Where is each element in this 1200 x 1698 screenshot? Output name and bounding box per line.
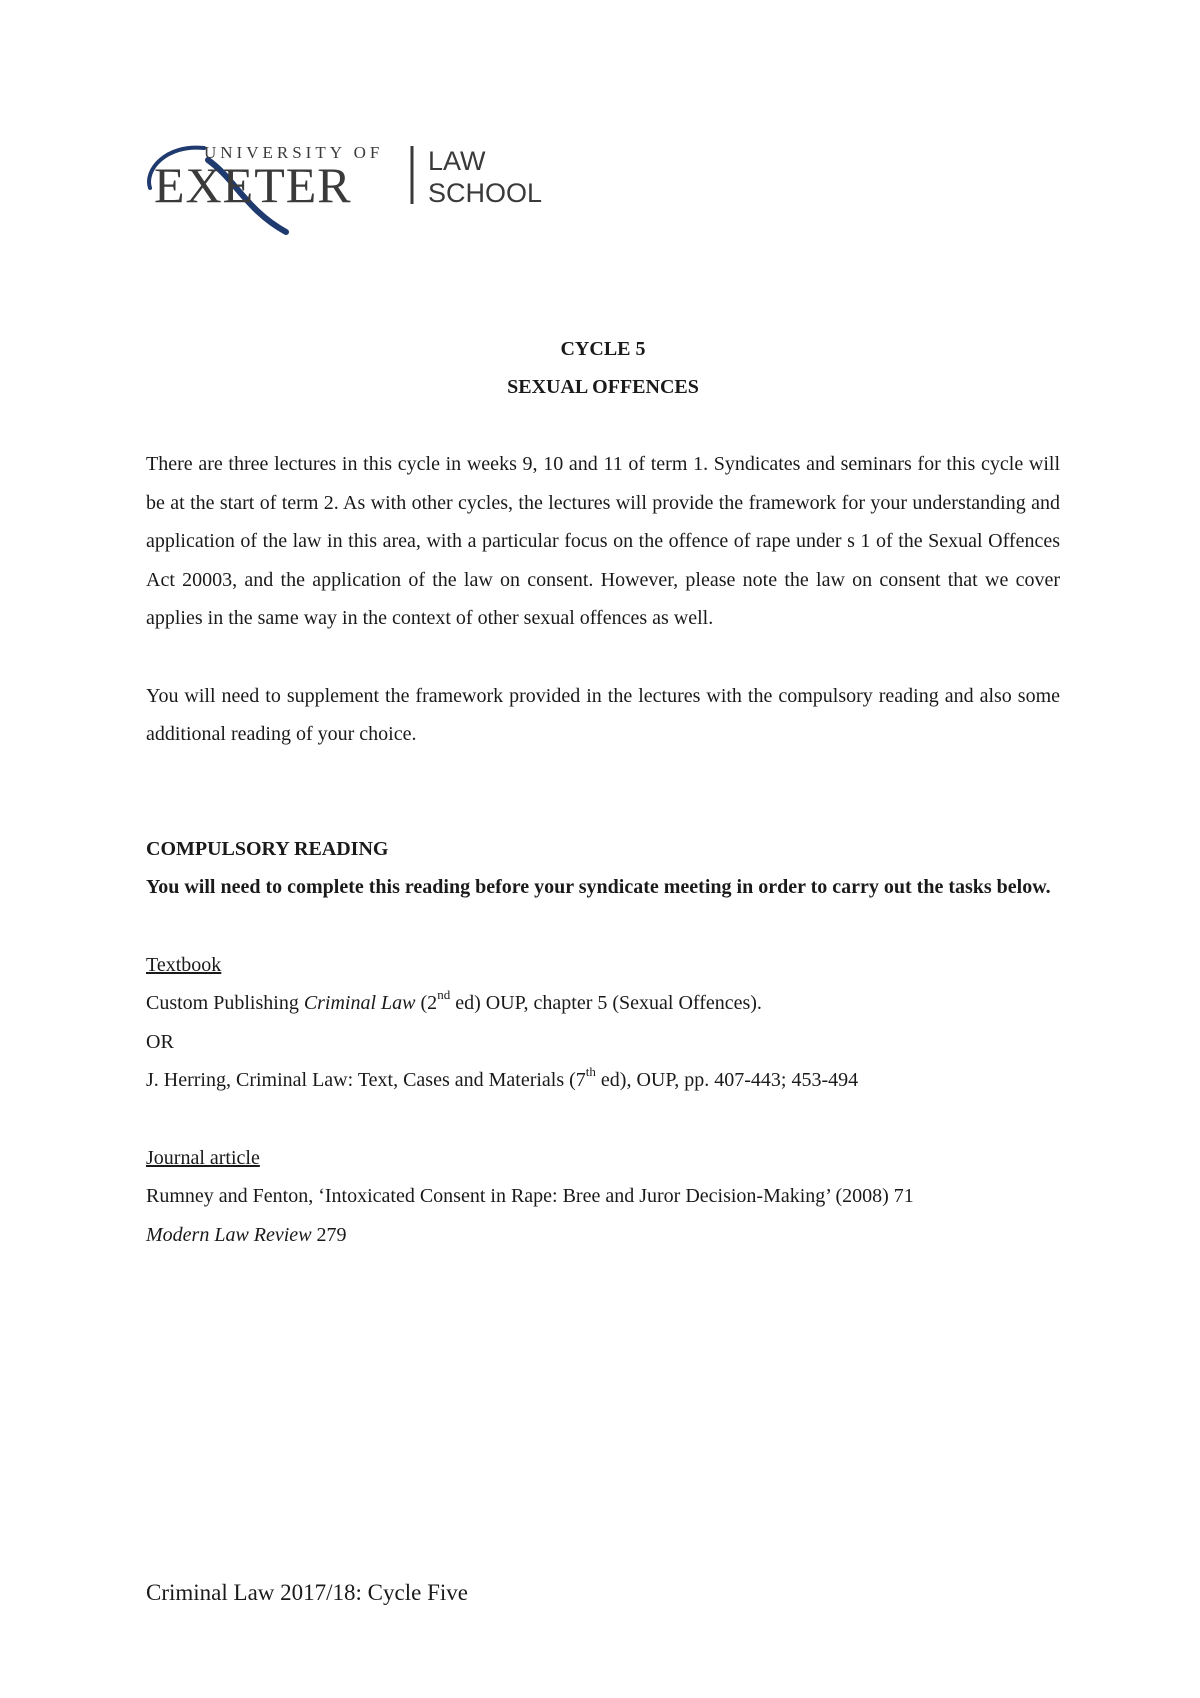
textbook-entry-1: Custom Publishing Criminal Law (2nd ed) OUP, chapter 5 (Sexual Offences).: [146, 987, 762, 1014]
logo-university-of: UNIVERSITY OF: [204, 143, 384, 162]
university-logo: [146, 140, 566, 240]
cycle-heading: CYCLE 5: [560, 338, 646, 360]
exeter-law-school-logo: [146, 140, 566, 240]
intro-paragraph-2: You will need to supplement the framework provided in the lectures with the compulsory reading and also some additional reading of your choice.: [146, 684, 1060, 745]
topic-heading: SEXUAL OFFENCES: [507, 376, 699, 398]
textbook-entry-2: J. Herring, Criminal Law: Text, Cases and Materials (7th ed), OUP, pp. 407-443; 453-494: [146, 1064, 859, 1091]
logo-exeter: EXETER: [154, 157, 352, 213]
page-footer: Criminal Law 2017/18: Cycle Five: [146, 1580, 468, 1605]
logo-law: LAW: [428, 146, 486, 176]
logo-school: SCHOOL: [428, 178, 543, 208]
textbook-label: Textbook: [146, 953, 222, 976]
document-body: [146, 330, 1060, 1254]
intro-paragraph-1: There are three lectures in this cycle in weeks 9, 10 and 11 of term 1. Syndicates and seminars for this cycle will be at the start of term 2. As with other cycles, the lectures will provide the framework for your understanding and application of the law in this area, with a particular focus on the offence of rape under s 1 of the Sexual Offences Act 20003, and the application of the law on consent. However, please note the law on consent that we cover applies in the same way in the context of other sexual offences as well.: [146, 453, 1060, 629]
journal-article-entry: Rumney and Fenton, ‘Intoxicated Consent in Rape: Bree and Juror Decision-Making’ (2008) 71 Modern Law Review 279: [146, 1185, 914, 1246]
compulsory-reading-title: COMPULSORY READING: [146, 837, 389, 860]
or-separator: OR: [146, 1030, 174, 1053]
compulsory-reading-instruction: You will need to complete this reading before your syndicate meeting in order to carry out the tasks below.: [146, 876, 1051, 898]
journal-article-label: Journal article: [146, 1146, 260, 1169]
